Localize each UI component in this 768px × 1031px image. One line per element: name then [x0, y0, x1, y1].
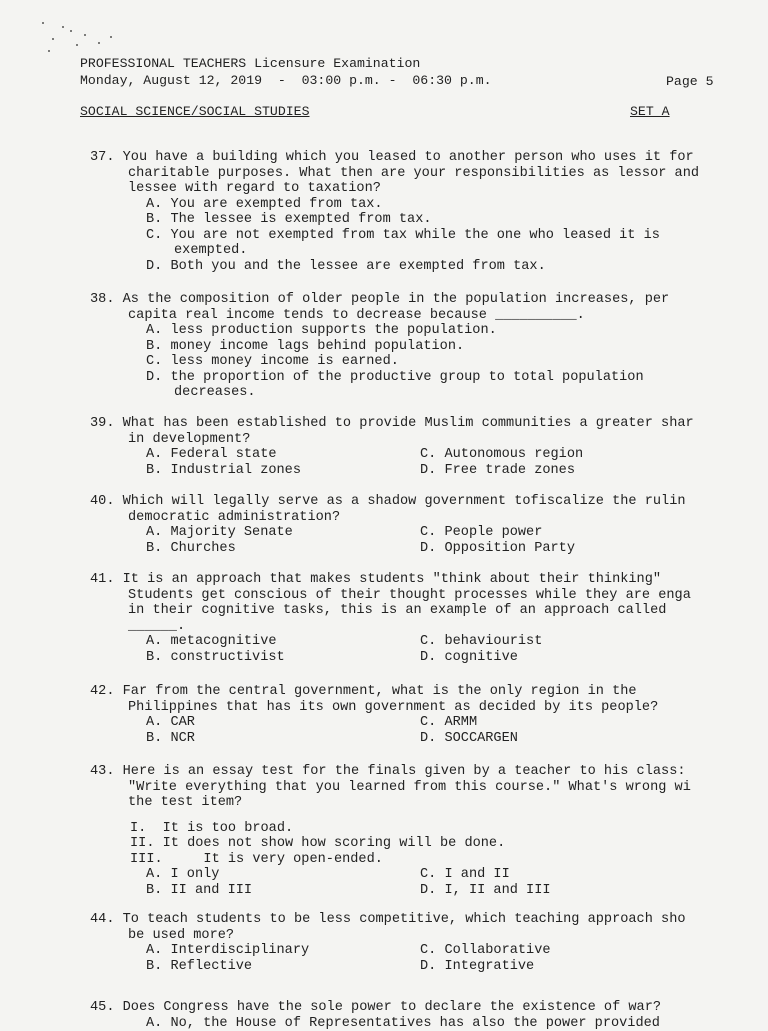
answer-row	[146, 959, 766, 975]
answer-choices	[146, 715, 766, 746]
statement-item: I. It is too broad.	[130, 821, 766, 837]
answer-choice: C. less money income is earned.	[146, 354, 766, 370]
question-stem	[90, 494, 766, 525]
answer-choice: A. less production supports the population.	[146, 323, 766, 339]
question-stem	[90, 292, 766, 323]
answer-row	[146, 525, 766, 541]
answer-choice: D. Opposition Party	[420, 541, 575, 557]
answer-row	[146, 943, 766, 959]
scan-speckles	[40, 20, 130, 60]
answer-row	[146, 650, 766, 666]
question-item	[90, 416, 766, 478]
exam-title: PROFESSIONAL TEACHERS Licensure Examination	[80, 56, 420, 72]
question-stem-line: 39. What has been established to provide Muslim communities a greater shar	[90, 416, 766, 432]
answer-choice: C. You are not exempted from tax while the one who leased it is	[146, 228, 766, 244]
answer-choice: A. No, the House of Representatives has also the power provided	[146, 1016, 766, 1031]
answer-row	[146, 634, 766, 650]
answer-choice: B. Reflective	[146, 959, 420, 975]
answer-choice: B. NCR	[146, 731, 420, 747]
answer-row	[146, 541, 766, 557]
answer-choice: B. money income lags behind population.	[146, 339, 766, 355]
answer-choice: D. SOCCARGEN	[420, 731, 518, 747]
answer-choice: A. Interdisciplinary	[146, 943, 420, 959]
statement-item: III. It is very open-ended.	[130, 852, 766, 868]
answer-choice: C. Collaborative	[420, 943, 551, 959]
question-stem	[90, 912, 766, 943]
answer-choice: D. Integrative	[420, 959, 534, 975]
question-stem-line: lessee with regard to taxation?	[90, 181, 766, 197]
answer-choices	[146, 197, 766, 275]
question-stem-line: 37. You have a building which you leased to another person who uses it for	[90, 150, 766, 166]
question-item	[90, 494, 766, 556]
statement-item: II. It does not show how scoring will be done.	[130, 836, 766, 852]
question-item	[90, 912, 766, 974]
question-item	[90, 684, 766, 746]
answer-choice: A. Federal state	[146, 447, 420, 463]
answer-row	[146, 447, 766, 463]
answer-row	[146, 867, 766, 883]
page-number: Page 5	[666, 74, 713, 90]
answer-choice: C. ARMM	[420, 715, 477, 731]
answer-choice: A. You are exempted from tax.	[146, 197, 766, 213]
answer-choice: A. CAR	[146, 715, 420, 731]
question-stem	[90, 150, 766, 197]
question-stem	[90, 684, 766, 715]
question-stem	[90, 764, 766, 811]
answer-choice: B. Industrial zones	[146, 463, 420, 479]
question-item	[90, 150, 766, 274]
question-stem	[90, 572, 766, 634]
answer-choice: D. Free trade zones	[420, 463, 575, 479]
answer-choices	[146, 525, 766, 556]
statement-list	[130, 821, 766, 899]
question-stem-line: 41. It is an approach that makes students "think about their thinking"	[90, 572, 766, 588]
answer-choice: decreases.	[146, 385, 766, 401]
question-stem-line: be used more?	[90, 928, 766, 944]
answer-choice: exempted.	[146, 243, 766, 259]
question-stem-line: Philippines that has its own government as decided by its people?	[90, 700, 766, 716]
question-stem-line: 38. As the composition of older people in the population increases, per	[90, 292, 766, 308]
answer-choice: B. Churches	[146, 541, 420, 557]
answer-choice: A. metacognitive	[146, 634, 420, 650]
answer-choice: B. II and III	[146, 883, 420, 899]
answer-choice: D. the proportion of the productive group to total population	[146, 370, 766, 386]
question-stem	[90, 1000, 766, 1016]
answer-choices	[146, 447, 766, 478]
question-stem-line: democratic administration?	[90, 510, 766, 526]
question-stem-line: in development?	[90, 432, 766, 448]
question-item	[90, 764, 766, 898]
answer-choices	[146, 867, 766, 898]
question-stem-line: charitable purposes. What then are your responsibilities as lessor and	[90, 166, 766, 182]
question-stem	[90, 416, 766, 447]
answer-choice: C. Autonomous region	[420, 447, 583, 463]
question-stem-line: Students get conscious of their thought processes while they are enga	[90, 588, 766, 604]
answer-row	[146, 731, 766, 747]
answer-choices	[146, 943, 766, 974]
question-item	[90, 292, 766, 401]
answer-choices	[146, 634, 766, 665]
question-stem-line: 45. Does Congress have the sole power to declare the existence of war?	[90, 1000, 766, 1016]
question-item	[90, 1000, 766, 1031]
answer-choice: B. The lessee is exempted from tax.	[146, 212, 766, 228]
question-stem-line: ______.	[90, 619, 766, 635]
answer-row	[146, 715, 766, 731]
question-stem-line: 44. To teach students to be less competitive, which teaching approach sho	[90, 912, 766, 928]
answer-choice: D. I, II and III	[420, 883, 551, 899]
question-stem-line: capita real income tends to decrease because __________.	[90, 308, 766, 324]
answer-choice: C. behaviourist	[420, 634, 542, 650]
question-stem-line: "Write everything that you learned from this course." What's wrong wi	[90, 780, 766, 796]
answer-choice: A. Majority Senate	[146, 525, 420, 541]
question-stem-line: the test item?	[90, 795, 766, 811]
answer-choice: D. Both you and the lessee are exempted from tax.	[146, 259, 766, 275]
question-item	[90, 572, 766, 665]
answer-choice: B. constructivist	[146, 650, 420, 666]
answer-choices	[146, 1016, 766, 1031]
question-stem-line: 40. Which will legally serve as a shadow government tofiscalize the rulin	[90, 494, 766, 510]
question-stem-line: 43. Here is an essay test for the finals given by a teacher to his class:	[90, 764, 766, 780]
question-stem-line: 42. Far from the central government, what is the only region in the	[90, 684, 766, 700]
answer-choice: A. I only	[146, 867, 420, 883]
exam-schedule: Monday, August 12, 2019 - 03:00 p.m. - 06:30 p.m.	[80, 73, 492, 89]
set-label: SET A	[630, 104, 670, 120]
answer-choice: D. cognitive	[420, 650, 518, 666]
question-stem-line: in their cognitive tasks, this is an example of an approach called	[90, 603, 766, 619]
answer-choice: C. People power	[420, 525, 542, 541]
answer-choice: C. I and II	[420, 867, 510, 883]
answer-row	[146, 463, 766, 479]
answer-row	[146, 883, 766, 899]
answer-choices	[146, 323, 766, 401]
subject-title: SOCIAL SCIENCE/SOCIAL STUDIES	[80, 104, 310, 120]
